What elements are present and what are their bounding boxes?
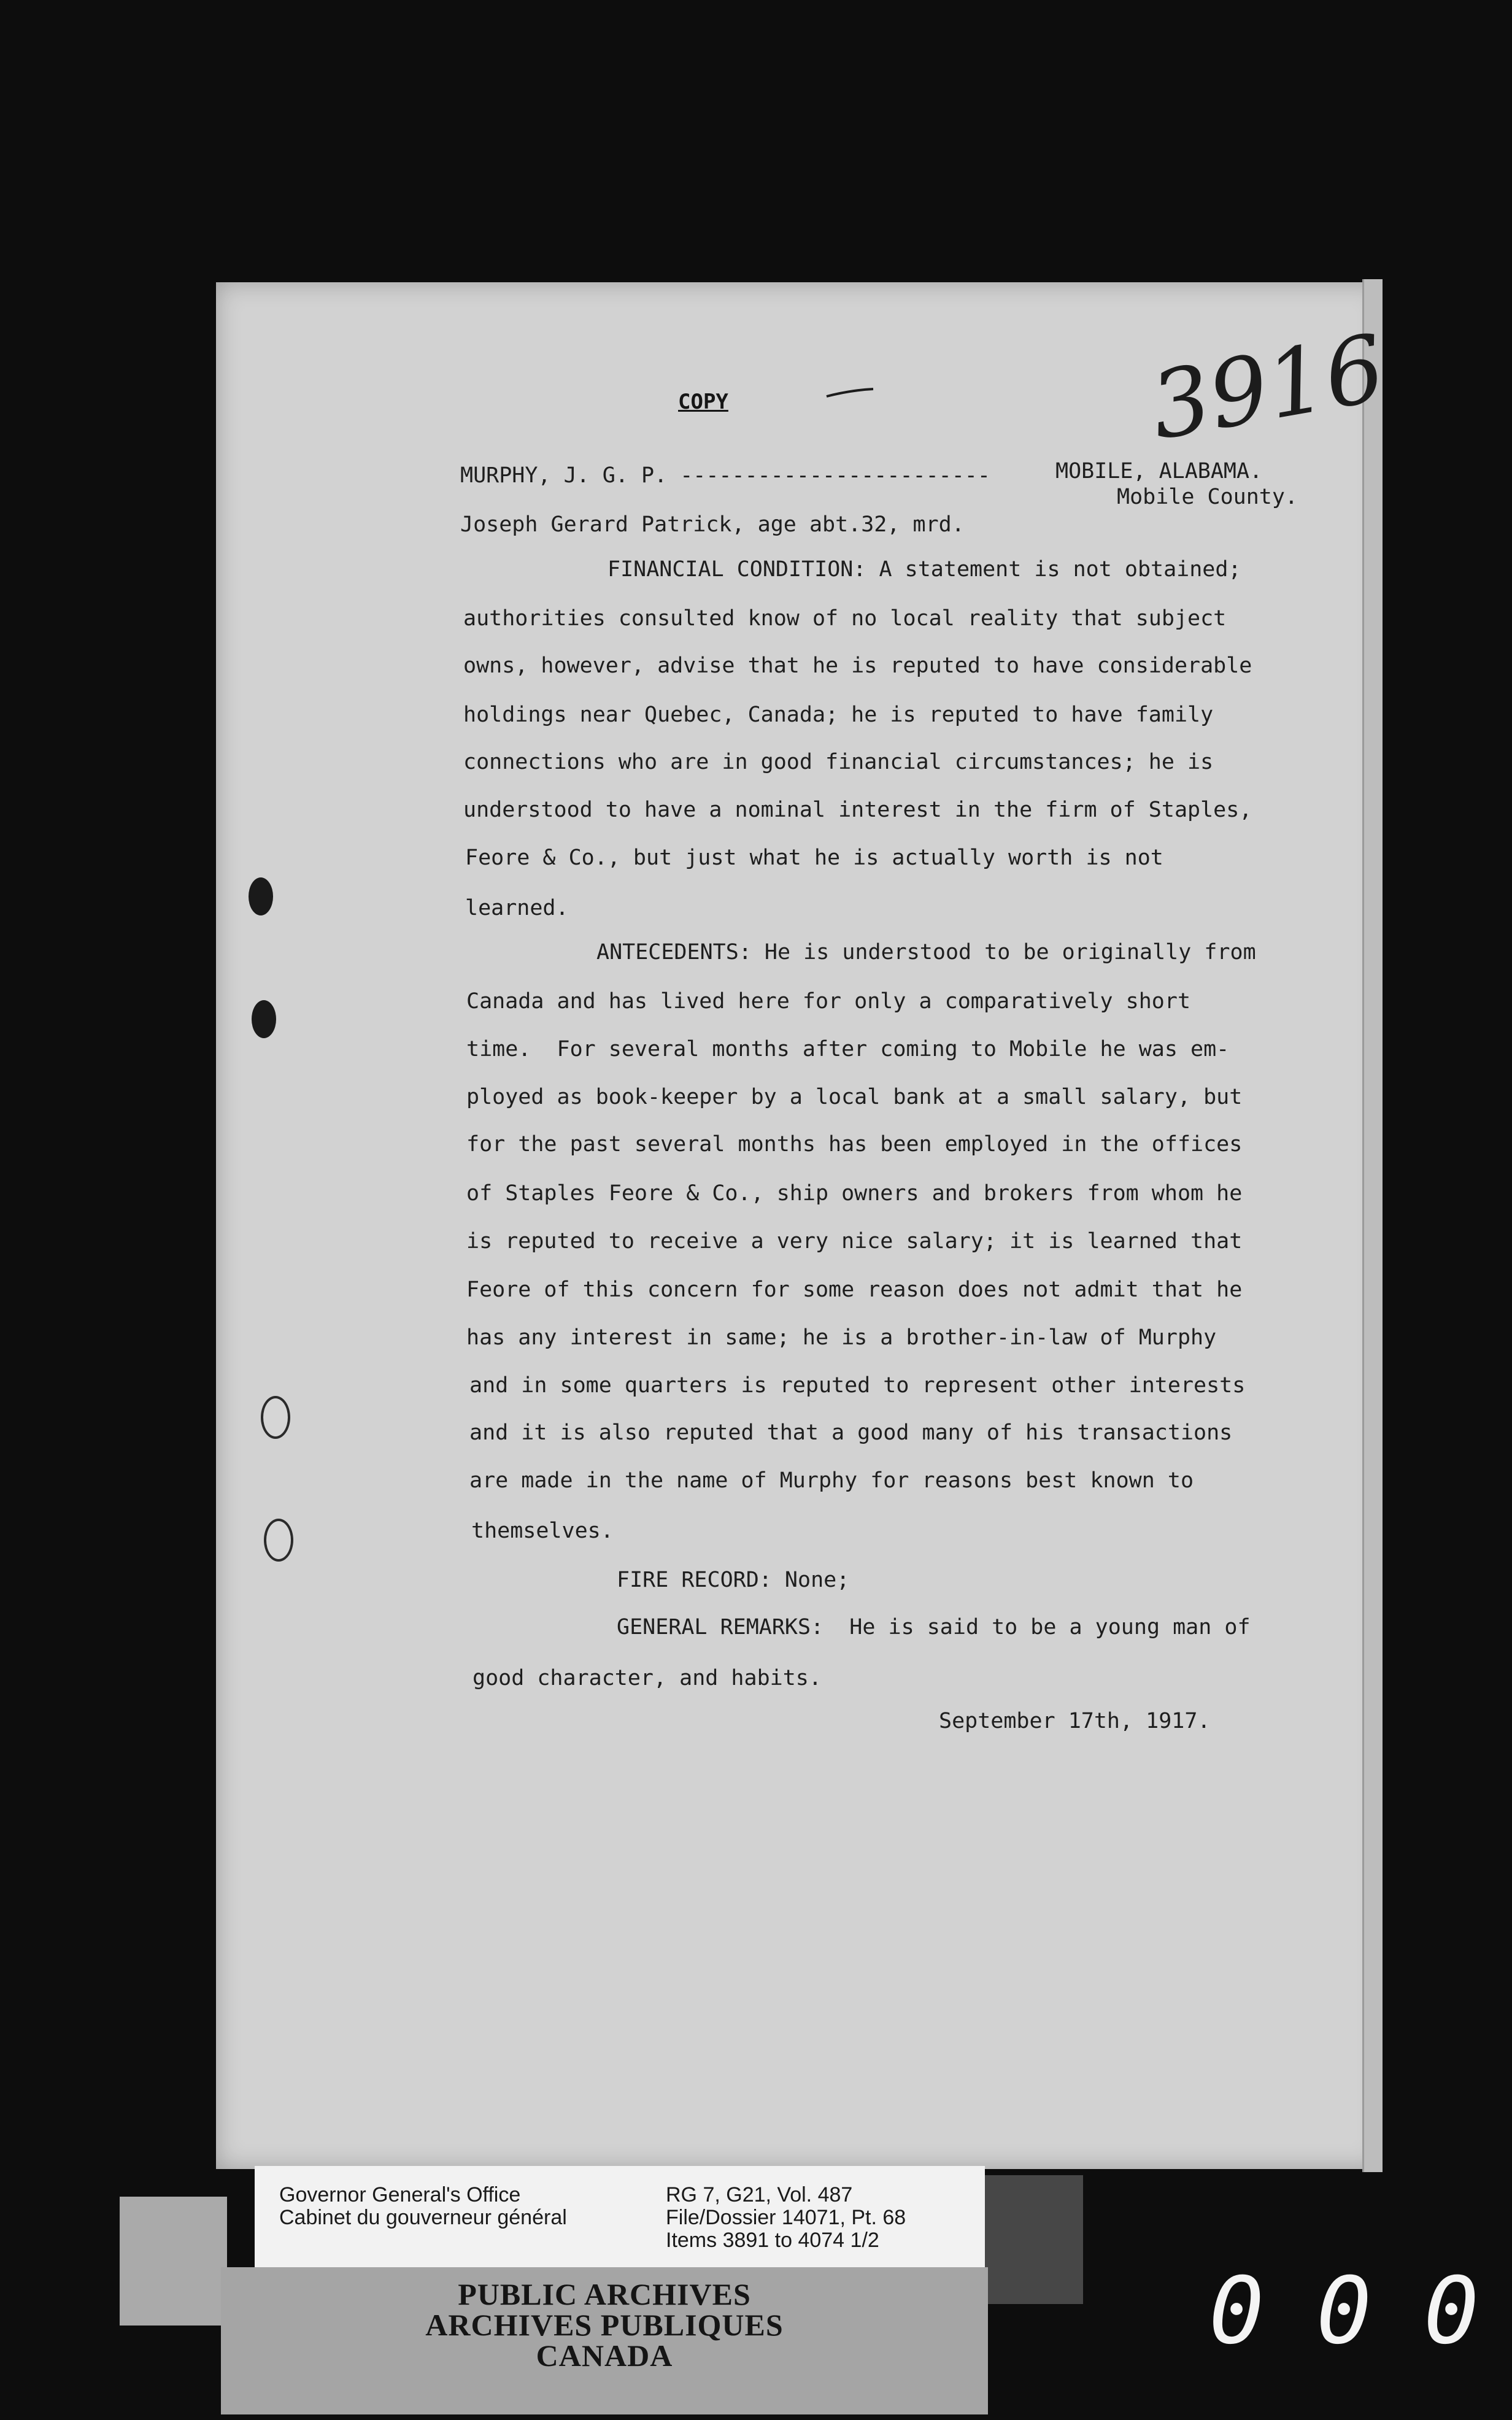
pen-stroke <box>825 387 874 400</box>
body-line: connections who are in good financial circumstances; he is <box>463 750 1214 774</box>
stamp-line: ARCHIVES PUBLIQUES <box>425 2308 784 2342</box>
handwritten-file-number: 3916 <box>1143 315 1392 461</box>
body-line: good character, and habits. <box>472 1666 822 1690</box>
punch-hole <box>252 1000 276 1038</box>
body-line: authorities consulted know of no local reality that subject <box>463 606 1227 631</box>
body-line: is reputed to receive a very nice salary; it is learned that <box>466 1229 1243 1254</box>
page-edge <box>1362 279 1383 2172</box>
item-range: Items 3891 to 4074 1/2 <box>666 2229 879 2252</box>
stamp-line: CANADA <box>536 2338 673 2373</box>
frame-digit: 0 <box>1209 2258 1265 2365</box>
frame-digit: 0 <box>1316 2258 1372 2365</box>
body-line: has any interest in same; he is a brother-in-law of Murphy <box>466 1325 1217 1350</box>
body-line: and it is also reputed that a good many of his transactions <box>469 1420 1233 1445</box>
frame-digit: 0 <box>1424 2258 1479 2365</box>
location-county: Mobile County. <box>1117 485 1298 509</box>
body-line: owns, however, advise that he is reputed to have considerable <box>463 653 1252 678</box>
office-french: Cabinet du gouverneur général <box>279 2206 567 2229</box>
body-line: and in some quarters is reputed to represent other interests <box>469 1373 1246 1398</box>
archive-reference-label <box>255 2166 985 2267</box>
body-line: understood to have a nominal interest in the firm of Staples, <box>463 798 1252 822</box>
body-line: are made in the name of Murphy for reasons best known to <box>469 1468 1194 1493</box>
body-line: for the past several months has been employed in the offices <box>466 1132 1243 1157</box>
subject-details: Joseph Gerard Patrick, age abt.32, mrd. <box>460 512 965 537</box>
film-margin-block <box>120 2197 227 2326</box>
body-line: ANTECEDENTS: He is understood to be originally from <box>596 940 1256 965</box>
record-group: RG 7, G21, Vol. 487 <box>666 2183 853 2206</box>
body-line: learned. <box>465 896 569 920</box>
body-line: themselves. <box>471 1519 614 1543</box>
body-line: ployed as book-keeper by a local bank at a small salary, but <box>466 1085 1243 1109</box>
body-line: Canada and has lived here for only a comparatively short <box>466 989 1191 1014</box>
body-line: holdings near Quebec, Canada; he is reputed to have family <box>463 703 1214 727</box>
public-archives-stamp <box>221 2267 988 2414</box>
film-margin-block <box>985 2175 1083 2304</box>
body-line: of Staples Feore & Co., ship owners and brokers from whom he <box>466 1181 1243 1206</box>
stamp-line: PUBLIC ARCHIVES <box>458 2277 751 2311</box>
body-line: GENERAL REMARKS: He is said to be a young man of <box>617 1615 1251 1640</box>
body-line: Feore & Co., but just what he is actually worth is not <box>465 846 1163 870</box>
body-line: Feore of this concern for some reason does not admit that he <box>466 1277 1243 1302</box>
copy-heading: COPY <box>678 390 728 414</box>
subject-name: MURPHY, J. G. P. ------------------------ <box>460 463 990 488</box>
punch-hole <box>264 1519 293 1562</box>
punch-hole <box>249 877 273 915</box>
location-city: MOBILE, ALABAMA. <box>1055 459 1263 484</box>
body-line: FIRE RECORD: None; <box>617 1568 850 1592</box>
report-date: September 17th, 1917. <box>939 1709 1211 1733</box>
body-line: FINANCIAL CONDITION: A statement is not obtained; <box>608 557 1241 582</box>
body-line: time. For several months after coming to Mobile he was em- <box>466 1037 1230 1062</box>
office-english: Governor General's Office <box>279 2183 521 2206</box>
file-dossier: File/Dossier 14071, Pt. 68 <box>666 2206 906 2229</box>
punch-hole <box>261 1396 290 1439</box>
